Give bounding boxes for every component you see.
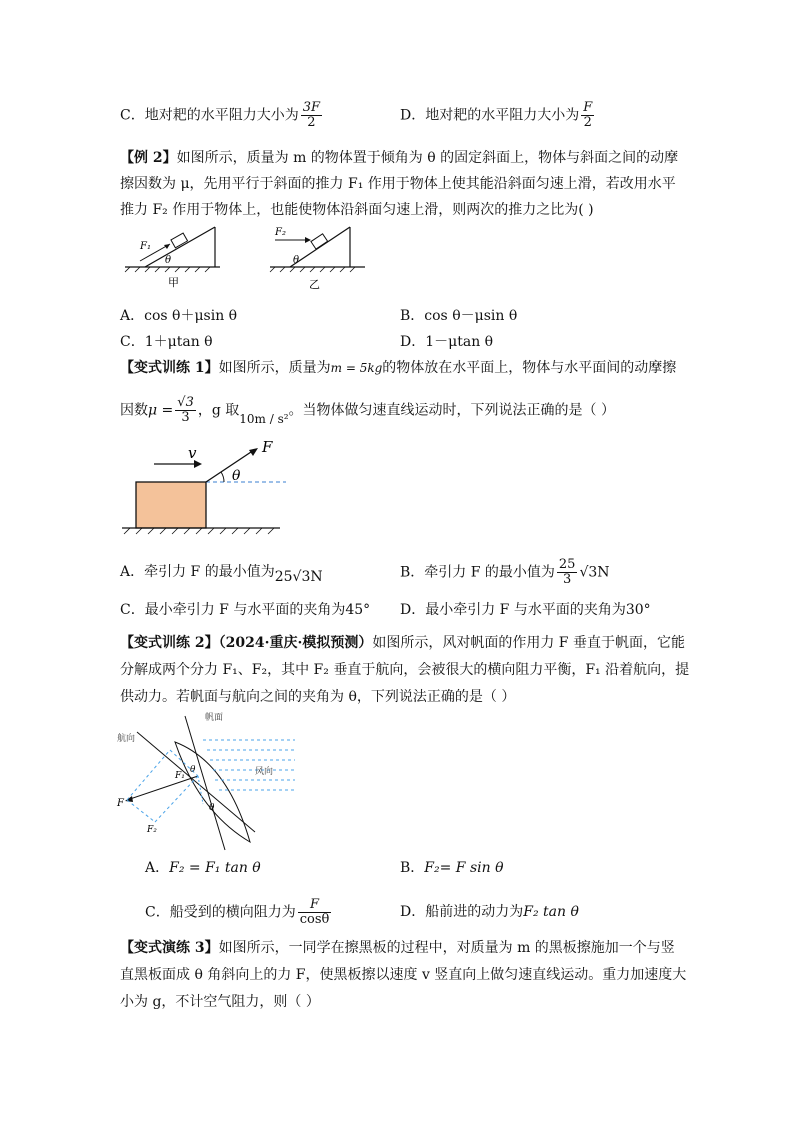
option-value: 25√3N	[274, 569, 323, 585]
force-f2-label: F₂	[147, 825, 157, 835]
force-label: F₂	[275, 227, 286, 238]
training1-option-d	[400, 600, 651, 620]
question-tag: 【变式训练 1】	[120, 360, 219, 376]
example2-option-d: D．1－μtan θ	[400, 334, 494, 350]
sail-figure	[115, 714, 305, 852]
example2-option-b: B．cos θ－μsin θ	[400, 308, 518, 324]
force-f-label: F	[117, 798, 124, 809]
denominator: 2	[583, 115, 592, 130]
question-text: ，g 取	[197, 402, 240, 419]
question-text: 因数	[120, 402, 148, 419]
question-source: （2024·重庆·模拟预测）	[218, 635, 373, 651]
option-text: D．最小牵引力 F 与水平面的夹角为	[400, 602, 626, 618]
question-tag: 【例 2】	[120, 150, 177, 166]
mu-symbol: μ =	[148, 402, 174, 419]
fraction	[298, 898, 332, 927]
incline-figure-b	[265, 222, 375, 292]
denominator: 2	[307, 115, 316, 130]
wind-label: 风向	[255, 767, 274, 777]
option-text: A．牵引力 F 的最小值为	[120, 564, 275, 580]
training2-option-c	[145, 898, 333, 927]
question-tag: 【变式演练 3】	[120, 940, 219, 956]
option-text: D．地对耙的水平阻力大小为	[400, 107, 580, 124]
option-value: 45°	[345, 602, 371, 618]
training1-line1	[120, 358, 676, 378]
question-text: 。当物体做匀速直线运动时，下列说法正确的是（ ）	[288, 402, 616, 419]
example2-option-a: A．cos θ＋μsin θ	[120, 308, 238, 324]
fraction	[581, 101, 594, 130]
fraction	[301, 101, 322, 130]
angle-label-2: θ	[209, 803, 215, 813]
training1-option-b	[400, 558, 610, 587]
angle-label: θ	[293, 255, 300, 266]
example2-line3: 推力 F₂ 作用于物体上，也能使物体沿斜面匀速上滑，则两次的推力之比为( )	[120, 202, 594, 218]
force-label: F	[262, 438, 273, 456]
training2-option-b	[400, 858, 504, 878]
g-value: 10m / s²	[239, 411, 289, 426]
numerator: 3F	[302, 100, 321, 115]
heading-label: 航向	[117, 734, 136, 744]
option-value: 30°	[625, 602, 651, 618]
option-text: C．地对耙的水平阻力大小为	[120, 107, 299, 124]
option-text: B．	[400, 860, 425, 876]
block-figure	[120, 440, 300, 540]
example2-line2: 擦因数为 μ，先用平行于斜面的推力 F₁ 作用于物体上使其能沿斜面匀速上滑，若改用水平	[120, 176, 676, 192]
training2-line2: 分解成两个分力 F₁、F₂，其中 F₂ 垂直于航向，会被很大的横向阻力平衡，F₁ 沿着航向，提	[120, 662, 690, 678]
option-c-prev	[120, 101, 324, 130]
numerator: F	[583, 100, 593, 115]
training2-option-a	[145, 858, 261, 878]
angle-label: θ	[165, 255, 172, 266]
option-text: B．牵引力 F 的最小值为	[400, 564, 555, 581]
sail-label: 帆面	[205, 713, 224, 723]
angle-label: θ	[232, 468, 241, 484]
exercise3-line2: 直黑板面成 θ 角斜向上的力 F，使黑板擦以速度 v 竖直向上做匀速直线运动。重力加速度大	[120, 967, 687, 983]
training1-option-a	[120, 562, 323, 585]
example2-option-c: C．1＋μtan θ	[120, 334, 213, 350]
fraction	[557, 558, 578, 587]
exercise3-line1	[120, 938, 675, 958]
numerator: 25	[558, 557, 576, 572]
option-value: √3N	[579, 564, 610, 581]
option-value: F₂ = F₁ tan θ	[169, 860, 261, 876]
option-text: C．船受到的横向阻力为	[145, 904, 296, 921]
option-text: C．最小牵引力 F 与水平面的夹角为	[120, 602, 346, 618]
question-text: 如图所示，质量为	[218, 360, 331, 376]
option-value: F₂ tan θ	[523, 904, 579, 920]
denominator: 3	[181, 410, 190, 425]
velocity-label: v	[188, 444, 197, 462]
incline-figure-a	[120, 222, 230, 292]
question-text: 如图所示，质量为 m 的物体置于倾角为 θ 的固定斜面上，物体与斜面之间的动摩	[176, 150, 679, 166]
question-text: 的物体放在水平面上，物体与水平面间的动摩擦	[382, 360, 677, 376]
training2-option-d	[400, 902, 579, 922]
option-text: D．船前进的动力为	[400, 904, 524, 920]
training1-line2	[120, 396, 615, 425]
denominator: 3	[563, 572, 572, 587]
training2-line3: 供动力。若帆面与航向之间的夹角为 θ，下列说法正确的是（ ）	[120, 689, 516, 705]
fraction	[175, 396, 196, 425]
mass-value: m = 5kg	[330, 361, 383, 375]
question-text: 如图所示，风对帆面的作用力 F 垂直于帆面，它能	[372, 635, 685, 651]
question-tag: 【变式训练 2】	[120, 635, 219, 651]
figure-caption: 甲	[168, 276, 179, 289]
option-value: F₂= F sin θ	[424, 860, 504, 876]
numerator: F	[298, 898, 332, 913]
question-text: 如图所示，一同学在擦黑板的过程中，对质量为 m 的黑板擦施加一个与竖	[218, 940, 675, 956]
training1-option-c	[120, 600, 370, 620]
numerator: √3	[177, 395, 194, 410]
training2-line1	[120, 633, 685, 653]
option-d-prev	[400, 101, 596, 130]
denominator: cosθ	[299, 912, 330, 927]
force-label: F₁	[140, 241, 151, 252]
option-text: A．	[145, 860, 170, 876]
force-f1-label: F₁	[175, 771, 185, 781]
example2-line1	[120, 148, 678, 168]
exercise3-line3: 小为 g，不计空气阻力，则（ ）	[120, 994, 320, 1010]
angle-label: θ	[190, 765, 196, 775]
figure-caption: 乙	[309, 278, 320, 291]
